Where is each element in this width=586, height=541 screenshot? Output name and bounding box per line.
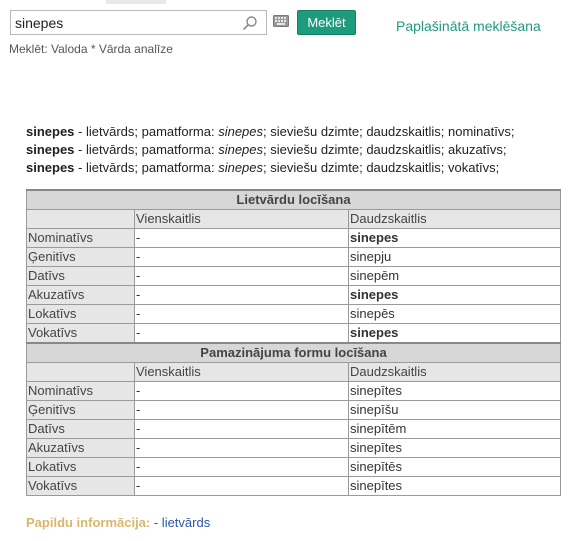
singular-cell: - [135, 477, 349, 496]
singular-cell: - [135, 439, 349, 458]
table-row [27, 286, 561, 305]
plural-cell: sinepēm [349, 267, 561, 286]
singular-cell: - [135, 286, 349, 305]
table-row [27, 401, 561, 420]
search-scope-text: Meklēt: Valoda * Vārda analīze [9, 42, 173, 56]
advanced-search-link[interactable]: Paplašinātā meklēšana [396, 18, 541, 34]
analysis-text: - lietvārds; pamatforma: [74, 124, 219, 139]
singular-cell: - [135, 420, 349, 439]
column-header-singular: Vienskaitlis [135, 210, 349, 229]
singular-cell: - [135, 229, 349, 248]
analysis-word: sinepes [26, 142, 75, 157]
extra-info [26, 515, 210, 530]
extra-info-label: Papildu informācija: [26, 515, 151, 530]
table-row [27, 248, 561, 267]
plural-cell [349, 324, 561, 344]
analysis-word: sinepes [26, 160, 75, 175]
singular-cell: - [135, 324, 349, 344]
morphology-analysis [26, 123, 514, 177]
analysis-lemma: sinepes [218, 124, 264, 139]
case-label: Vokatīvs [27, 324, 135, 344]
plural-cell: sinepīšu [349, 401, 561, 420]
plural-form: sinepes [350, 230, 399, 245]
case-label: Vokatīvs [27, 477, 135, 496]
table-row [27, 477, 561, 496]
table-row [27, 420, 561, 439]
singular-cell: - [135, 458, 349, 477]
case-label: Ģenitīvs [27, 248, 135, 267]
table-row [27, 305, 561, 324]
case-label: Ģenitīvs [27, 401, 135, 420]
case-label: Lokatīvs [27, 305, 135, 324]
plural-cell: sinepītēm [349, 420, 561, 439]
analysis-line [26, 159, 514, 177]
case-label: Akuzatīvs [27, 439, 135, 458]
plural-form: sinepes [350, 287, 399, 302]
column-header-singular: Vienskaitlis [135, 363, 349, 382]
table-row [27, 229, 561, 248]
search-button[interactable]: Meklēt [297, 10, 356, 35]
column-header-plural: Daudzskaitlis [349, 210, 561, 229]
search-icon[interactable] [242, 15, 258, 31]
table-row [27, 458, 561, 477]
column-header-case [27, 210, 135, 229]
table-row [27, 439, 561, 458]
analysis-line [26, 141, 514, 159]
analysis-line [26, 123, 514, 141]
table-row [27, 382, 561, 401]
plural-cell: sinepju [349, 248, 561, 267]
case-label: Nominatīvs [27, 382, 135, 401]
analysis-text: ; sieviešu dzimte; daudzskaitlis; akuzatīvs; [263, 142, 507, 157]
singular-cell: - [135, 305, 349, 324]
table-row [27, 267, 561, 286]
search-input[interactable] [11, 11, 236, 34]
singular-cell: - [135, 401, 349, 420]
keyboard-icon[interactable] [273, 15, 289, 27]
singular-cell: - [135, 382, 349, 401]
analysis-lemma: sinepes [218, 160, 264, 175]
plural-cell [349, 286, 561, 305]
analysis-text: - lietvārds; pamatforma: [74, 160, 219, 175]
column-header-case [27, 363, 135, 382]
plural-cell [349, 229, 561, 248]
plural-cell: sinepītes [349, 382, 561, 401]
column-header-plural: Daudzskaitlis [349, 363, 561, 382]
analysis-word: sinepes [26, 124, 75, 139]
plural-cell: sinepēs [349, 305, 561, 324]
top-tab-indicator [106, 0, 166, 4]
analysis-text: ; sieviešu dzimte; daudzskaitlis; vokatīvs; [263, 160, 500, 175]
plural-cell: sinepītēs [349, 458, 561, 477]
analysis-text: - lietvārds; pamatforma: [74, 142, 219, 157]
inflection-table [26, 189, 561, 496]
section-title-noun-declension: Lietvārdu locīšana [27, 190, 561, 210]
plural-cell: sinepītes [349, 477, 561, 496]
plural-form: sinepes [350, 325, 399, 340]
search-box [10, 10, 267, 35]
extra-info-link[interactable]: - lietvārds [150, 515, 211, 530]
plural-cell: sinepītes [349, 439, 561, 458]
case-label: Nominatīvs [27, 229, 135, 248]
analysis-lemma: sinepes [218, 142, 264, 157]
analysis-text: ; sieviešu dzimte; daudzskaitlis; nominatīvs; [263, 124, 515, 139]
case-label: Akuzatīvs [27, 286, 135, 305]
singular-cell: - [135, 267, 349, 286]
singular-cell: - [135, 248, 349, 267]
case-label: Datīvs [27, 267, 135, 286]
table-row [27, 324, 561, 344]
section-title-diminutive-declension: Pamazinājuma formu locīšana [27, 343, 561, 363]
case-label: Lokatīvs [27, 458, 135, 477]
case-label: Datīvs [27, 420, 135, 439]
